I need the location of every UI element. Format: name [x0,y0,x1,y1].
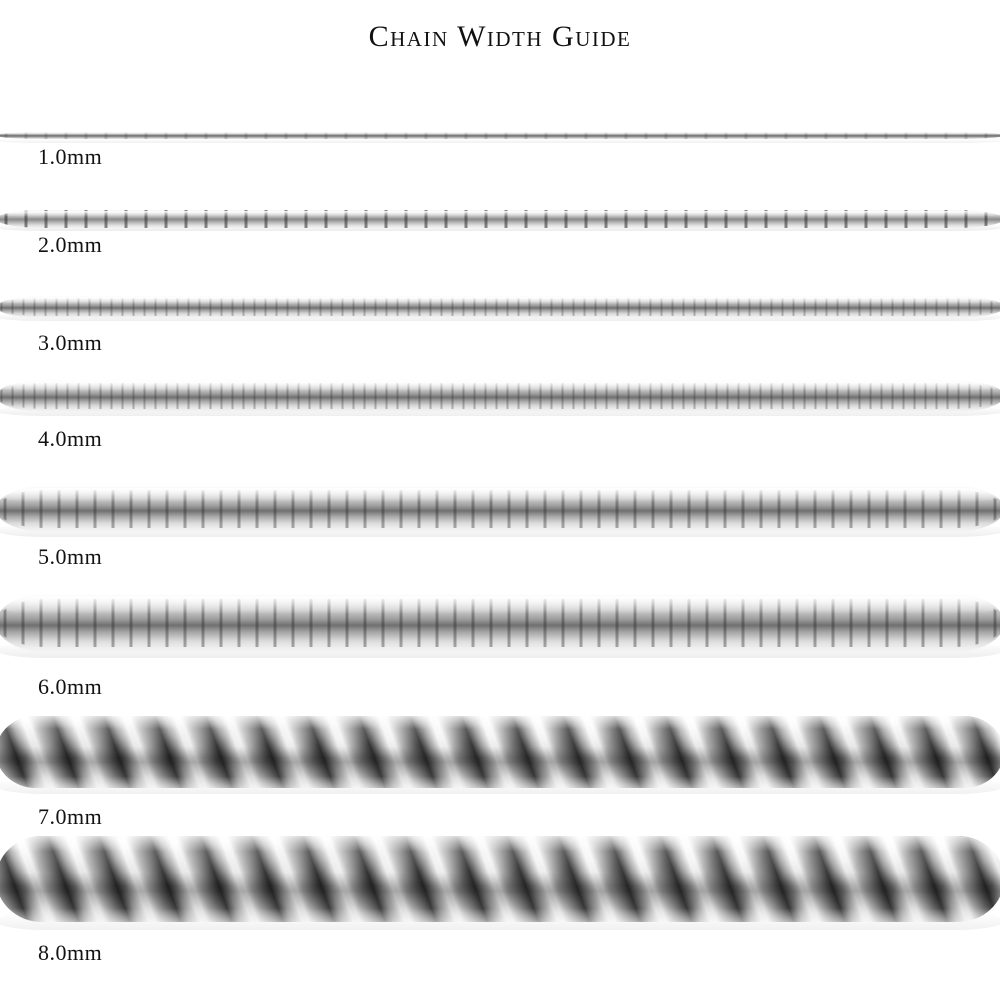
chain-highlight [0,211,1000,217]
chain-highlight [0,297,1000,304]
chain-graphic-5-0mm [0,482,1000,546]
chain-shadow [0,912,1000,930]
chain-graphic-8-0mm [0,832,1000,936]
chain-graphic-6-0mm [0,590,1000,668]
chain-graphic-1-0mm [0,128,1000,144]
chain-graphic-4-0mm [0,376,1000,424]
chain-shadow [0,224,1000,231]
chain-shadow [0,313,1000,321]
chain-label-7-0mm: 7.0mm [38,804,103,829]
chain-shadow [0,642,1000,658]
chain-shadow [0,778,1000,794]
chain-graphic-3-0mm [0,292,1000,330]
chain-label-6-0mm: 6.0mm [38,674,103,699]
chain-highlight [0,596,1000,614]
chain-highlight [0,132,1000,135]
chain-shadow [0,139,1000,143]
chain-label-4-0mm: 4.0mm [38,426,103,451]
chain-label-1-0mm: 1.0mm [38,144,103,169]
chain-highlight [0,488,1000,502]
chain-shading [0,836,1000,922]
chain-label-5-0mm: 5.0mm [38,544,103,569]
chain-label-3-0mm: 3.0mm [38,330,103,355]
chain-shadow [0,406,1000,416]
chain-graphic-2-0mm [0,206,1000,238]
chain-graphic-7-0mm [0,712,1000,802]
chain-highlight [0,381,1000,391]
chain-label-2-0mm: 2.0mm [38,232,103,257]
page-title: Chain Width Guide [368,20,632,53]
chain-shadow [0,524,1000,537]
chain-label-8-0mm: 8.0mm [38,940,103,965]
